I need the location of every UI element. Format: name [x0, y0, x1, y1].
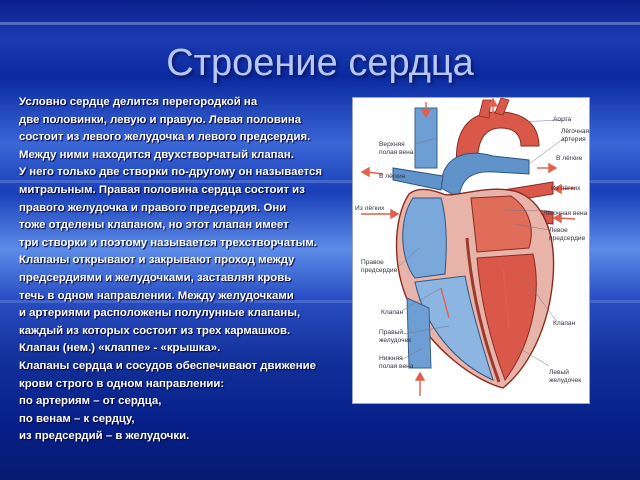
text-line: три створки и поэтому называется трехстворчатым.: [19, 236, 317, 249]
label-right-atrium-1: Правое: [361, 259, 384, 266]
label-pulmonary-artery-1: Лёгочная: [561, 128, 589, 135]
label-sup-vena-cava-1: Верхняя: [379, 141, 405, 148]
text-line: Клапаны сердца и сосудов обеспечивают движение: [19, 359, 316, 372]
text-line: состоит из левого желудочка и левого предсердия.: [19, 131, 311, 144]
text-line: крови строго в одном направлении:: [19, 377, 225, 390]
label-valve-right: Клапан: [553, 320, 576, 327]
label-left-ventricle-2: желудочек: [549, 377, 582, 384]
background-streak: [0, 22, 640, 25]
label-to-lungs-right: В лёгкие: [556, 155, 583, 162]
label-valve-left: Клапан: [381, 309, 404, 316]
text-line: по артериям – от сердца,: [19, 395, 162, 408]
label-pulmonary-artery-2: артерия: [561, 136, 586, 143]
label-left-ventricle-1: Левый: [549, 369, 569, 376]
label-aorta: Аорта: [553, 116, 572, 123]
text-line: Условно сердце делится перегородкой на: [19, 96, 258, 108]
text-line: и артериями расположены полулунные клапаны,: [19, 307, 301, 320]
text-line: митральным. Правая половина сердца состоит из: [19, 183, 305, 196]
text-line: течь в одном направлении. Между желудочками: [19, 289, 294, 302]
label-to-lungs-left: В лёгкие: [379, 173, 406, 180]
label-sup-vena-cava-2: полая вена: [379, 149, 414, 156]
text-line: предсердиями и желудочками, заставляя кровь: [19, 271, 292, 284]
slide-title: Строение сердца: [166, 42, 474, 84]
text-line: две половинки, левую и правую. Левая половина: [19, 113, 302, 126]
label-left-atrium-1: Левое: [549, 227, 568, 234]
inferior-vena-cava: [407, 298, 431, 368]
text-line: каждый из которых состоит из трех кармашков.: [19, 324, 291, 337]
text-line: из предсердий – в желудочки.: [19, 430, 190, 443]
label-right-atrium-2: предсердие: [361, 267, 398, 274]
label-pulmonary-veins: Лёгочная вена: [543, 210, 588, 217]
heart-diagram: [352, 97, 590, 404]
heart-diagram-svg: [353, 98, 589, 403]
label-left-atrium-2: предсердие: [549, 235, 586, 242]
text-line: по венам – к сердцу,: [19, 412, 135, 425]
slide-body-text: [19, 94, 359, 446]
label-from-lungs-left: Из лёгких: [355, 205, 385, 212]
text-line: Клапан (нем.) «клаппе» - «крышка».: [19, 342, 221, 355]
text-line: правого желудочка и правого предсердия. Они: [19, 201, 287, 214]
label-inf-vena-cava-1: Нижняя: [379, 355, 403, 362]
text-line: Клапаны открывают и закрывают проход между: [19, 254, 295, 267]
aorta-branch: [479, 100, 491, 118]
label-inf-vena-cava-2: полая вена: [379, 363, 414, 370]
right-atrium: [403, 198, 446, 278]
text-line: Между ними находится двухстворчатый клапан.: [19, 148, 294, 161]
label-right-ventricle-2: желудочек: [379, 337, 412, 344]
label-right-ventricle-1: Правый: [379, 329, 403, 336]
text-line: У него только две створки по-другому он называется: [19, 166, 323, 179]
text-line: тоже отделены клапаном, но этот клапан имеет: [19, 219, 289, 232]
label-from-lungs-right: Из лёгких: [551, 185, 581, 192]
